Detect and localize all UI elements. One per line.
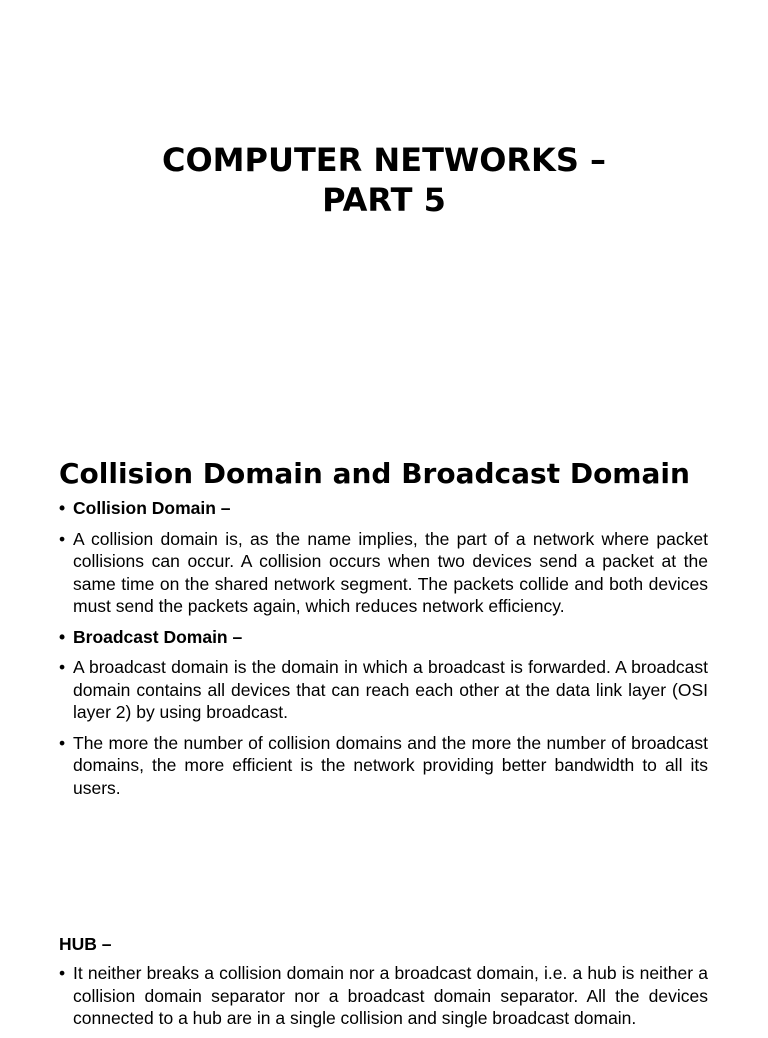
slide-title — [0, 140, 768, 220]
domain-bullet-list — [59, 497, 708, 807]
bullet-dot: • — [59, 963, 66, 983]
bullet-dot: • — [59, 528, 66, 549]
bullet-collision-domain-description — [59, 528, 708, 618]
bullet-dot: • — [59, 498, 66, 518]
bullet-broadcast-domain-description — [59, 656, 708, 724]
hub-label: HUB – — [59, 934, 112, 954]
bullet-hub-description — [59, 962, 708, 1030]
bullet-text: A broadcast domain is the domain in which a broadcast is forwarded. A broadcast domain contains all devices that can reach each other at the data link layer (OSI layer 2) by using broadcast. — [73, 657, 708, 722]
section-heading: Collision Domain and Broadcast Domain — [59, 457, 690, 490]
slide-title-line-1: COMPUTER NETWORKS – — [161, 141, 607, 179]
slide-title-line-2: PART 5 — [322, 181, 446, 219]
hub-bullet-list — [59, 962, 708, 1038]
bullet-text: Collision Domain – — [73, 498, 231, 518]
bullet-dot: • — [59, 657, 66, 677]
bullet-collision-domain-label — [59, 497, 708, 520]
bullet-dot: • — [59, 732, 66, 753]
bullet-text: It neither breaks a collision domain nor a broadcast domain, i.e. a hub is neither a collision domain separator nor a broadcast domain separator. All the devices connected to a hub are in a single collision and single broadcast domain. — [73, 963, 708, 1028]
bullet-text: Broadcast Domain – — [73, 626, 243, 647]
bullet-domain-efficiency — [59, 732, 708, 800]
bullet-text: The more the number of collision domains and the more the number of broadcast domains, the more efficient is the network providing better bandwidth to all its users. — [73, 732, 708, 798]
bullet-dot: • — [59, 626, 66, 647]
bullet-broadcast-domain-label — [59, 626, 708, 649]
bullet-text: A collision domain is, as the name implies, the part of a network where packet collisions can occur. A collision occurs when two devices send a packet at the same time on the shared network segment. The packets collide and both devices must send the packets again, which reduces network efficiency. — [73, 528, 708, 616]
